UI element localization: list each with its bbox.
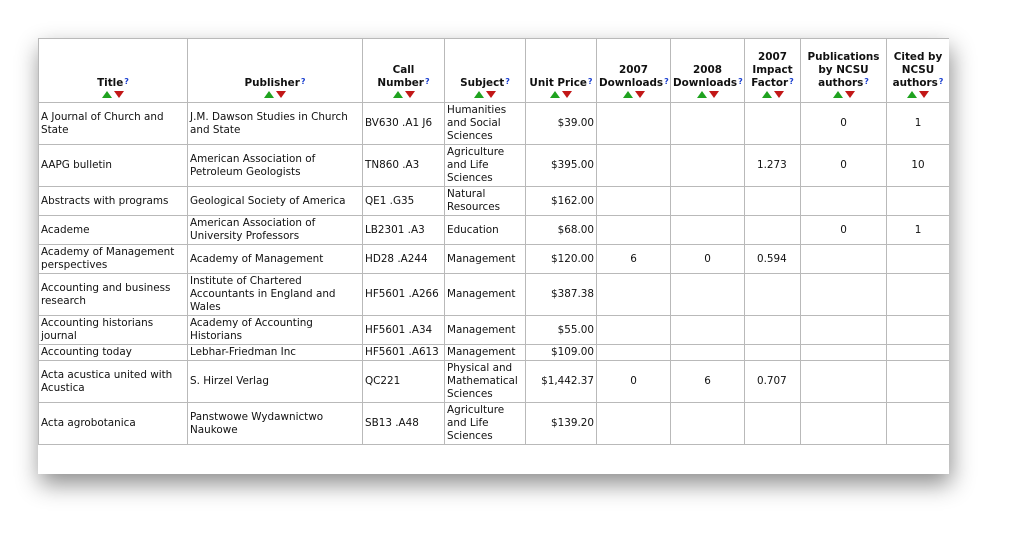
publisher-cell: S. Hirzel Verlag — [188, 361, 363, 403]
sort-ascending-icon[interactable] — [474, 91, 484, 98]
ncsu-cited-cell — [887, 187, 950, 216]
help-icon[interactable]: ? — [124, 77, 129, 86]
column-header-call-number — [363, 39, 445, 103]
publisher-cell: Academy of Management — [188, 245, 363, 274]
downloads-2008-cell — [671, 103, 745, 145]
table-body — [39, 103, 950, 445]
ncsu-publications-cell — [801, 345, 887, 361]
downloads-2008-cell — [671, 316, 745, 345]
downloads-2007-cell — [597, 216, 671, 245]
ncsu-cited-cell — [887, 361, 950, 403]
downloads-2007-cell — [597, 403, 671, 445]
impact-factor-cell: 0.594 — [745, 245, 801, 274]
call-number-cell: HF5601 .A34 — [363, 316, 445, 345]
sort-descending-icon[interactable] — [919, 91, 929, 98]
help-icon[interactable]: ? — [738, 77, 743, 86]
help-icon[interactable]: ? — [505, 77, 510, 86]
column-header-ncsu-publications — [801, 39, 887, 103]
table-row — [39, 216, 950, 245]
table-row — [39, 245, 950, 274]
column-header-label: Publisher — [244, 77, 300, 89]
column-header-title — [39, 39, 188, 103]
downloads-2007-cell — [597, 103, 671, 145]
downloads-2007-cell — [597, 345, 671, 361]
column-header-label: Unit Price — [529, 77, 587, 89]
unit-price-cell: $109.00 — [526, 345, 597, 361]
publisher-cell: Academy of Accounting Historians — [188, 316, 363, 345]
column-header-downloads-2008 — [671, 39, 745, 103]
call-number-cell: HF5601 .A613 — [363, 345, 445, 361]
impact-factor-cell: 1.273 — [745, 145, 801, 187]
subject-cell: Agriculture and Life Sciences — [445, 403, 526, 445]
unit-price-cell: $139.20 — [526, 403, 597, 445]
title-cell: Acta acustica united with Acustica — [39, 361, 188, 403]
column-header-label: Title — [97, 77, 124, 89]
journal-table — [38, 38, 949, 445]
table-row — [39, 274, 950, 316]
sort-ascending-icon[interactable] — [550, 91, 560, 98]
subject-cell: Education — [445, 216, 526, 245]
unit-price-cell: $120.00 — [526, 245, 597, 274]
sort-ascending-icon[interactable] — [697, 91, 707, 98]
column-header-downloads-2007 — [597, 39, 671, 103]
impact-factor-cell — [745, 345, 801, 361]
help-icon[interactable]: ? — [789, 77, 794, 86]
sort-descending-icon[interactable] — [114, 91, 124, 98]
downloads-2007-cell: 0 — [597, 361, 671, 403]
title-cell: Abstracts with programs — [39, 187, 188, 216]
title-cell: AAPG bulletin — [39, 145, 188, 187]
column-header-subject — [445, 39, 526, 103]
sort-ascending-icon[interactable] — [264, 91, 274, 98]
help-icon[interactable]: ? — [664, 77, 669, 86]
sort-descending-icon[interactable] — [635, 91, 645, 98]
publisher-cell: J.M. Dawson Studies in Church and State — [188, 103, 363, 145]
column-header-label: Publications by NCSU authors — [807, 51, 880, 89]
impact-factor-cell — [745, 274, 801, 316]
unit-price-cell: $39.00 — [526, 103, 597, 145]
sort-descending-icon[interactable] — [276, 91, 286, 98]
subject-cell: Management — [445, 316, 526, 345]
sort-ascending-icon[interactable] — [762, 91, 772, 98]
downloads-2008-cell — [671, 187, 745, 216]
ncsu-cited-cell — [887, 345, 950, 361]
ncsu-publications-cell — [801, 361, 887, 403]
sort-descending-icon[interactable] — [709, 91, 719, 98]
table-row — [39, 316, 950, 345]
title-cell: A Journal of Church and State — [39, 103, 188, 145]
ncsu-cited-cell: 1 — [887, 103, 950, 145]
downloads-2008-cell — [671, 345, 745, 361]
help-icon[interactable]: ? — [864, 77, 869, 86]
table-row — [39, 103, 950, 145]
column-header-label: 2007 Downloads — [599, 64, 664, 89]
ncsu-cited-cell — [887, 316, 950, 345]
downloads-2007-cell — [597, 274, 671, 316]
column-header-label: 2008 Downloads — [673, 64, 738, 89]
ncsu-publications-cell — [801, 403, 887, 445]
subject-cell: Natural Resources — [445, 187, 526, 216]
unit-price-cell: $55.00 — [526, 316, 597, 345]
column-header-publisher — [188, 39, 363, 103]
subject-cell: Physical and Mathematical Sciences — [445, 361, 526, 403]
ncsu-publications-cell: 0 — [801, 216, 887, 245]
column-header-unit-price — [526, 39, 597, 103]
unit-price-cell: $68.00 — [526, 216, 597, 245]
ncsu-publications-cell — [801, 316, 887, 345]
publisher-cell: Lebhar-Friedman Inc — [188, 345, 363, 361]
sort-descending-icon[interactable] — [562, 91, 572, 98]
title-cell: Acta agrobotanica — [39, 403, 188, 445]
ncsu-publications-cell: 0 — [801, 103, 887, 145]
ncsu-publications-cell — [801, 187, 887, 216]
call-number-cell: QE1 .G35 — [363, 187, 445, 216]
column-header-label: Subject — [460, 77, 505, 89]
sort-ascending-icon[interactable] — [393, 91, 403, 98]
ncsu-cited-cell: 10 — [887, 145, 950, 187]
table-row — [39, 361, 950, 403]
column-header-label: Call Number — [377, 64, 424, 89]
ncsu-publications-cell: 0 — [801, 145, 887, 187]
help-icon[interactable]: ? — [300, 77, 306, 86]
sort-descending-icon[interactable] — [774, 91, 784, 98]
column-header-label: 2007 Impact Factor — [751, 51, 793, 89]
downloads-2008-cell — [671, 274, 745, 316]
sort-ascending-icon[interactable] — [102, 91, 112, 98]
sort-ascending-icon[interactable] — [623, 91, 633, 98]
impact-factor-cell — [745, 187, 801, 216]
ncsu-cited-cell: 1 — [887, 216, 950, 245]
unit-price-cell: $162.00 — [526, 187, 597, 216]
call-number-cell: QC221 — [363, 361, 445, 403]
table-row — [39, 187, 950, 216]
downloads-2008-cell — [671, 216, 745, 245]
sort-descending-icon[interactable] — [486, 91, 496, 98]
title-cell: Accounting today — [39, 345, 188, 361]
subject-cell: Management — [445, 274, 526, 316]
downloads-2007-cell — [597, 145, 671, 187]
sort-descending-icon[interactable] — [845, 91, 855, 98]
column-header-ncsu-cited — [887, 39, 950, 103]
call-number-cell: HF5601 .A266 — [363, 274, 445, 316]
title-cell: Academe — [39, 216, 188, 245]
journal-table-frame — [38, 38, 949, 474]
sort-descending-icon[interactable] — [405, 91, 415, 98]
table-row — [39, 403, 950, 445]
call-number-cell: LB2301 .A3 — [363, 216, 445, 245]
ncsu-publications-cell — [801, 274, 887, 316]
title-cell: Accounting and business research — [39, 274, 188, 316]
downloads-2008-cell — [671, 145, 745, 187]
help-icon[interactable]: ? — [424, 77, 430, 86]
column-header-label: Cited by NCSU authors — [892, 51, 943, 89]
downloads-2007-cell: 6 — [597, 245, 671, 274]
subject-cell: Management — [445, 345, 526, 361]
impact-factor-cell — [745, 316, 801, 345]
title-cell: Accounting historians journal — [39, 316, 188, 345]
sort-ascending-icon[interactable] — [907, 91, 917, 98]
sort-ascending-icon[interactable] — [833, 91, 843, 98]
ncsu-cited-cell — [887, 245, 950, 274]
ncsu-publications-cell — [801, 245, 887, 274]
downloads-2008-cell: 0 — [671, 245, 745, 274]
subject-cell: Agriculture and Life Sciences — [445, 145, 526, 187]
unit-price-cell: $387.38 — [526, 274, 597, 316]
call-number-cell: BV630 .A1 J6 — [363, 103, 445, 145]
help-icon[interactable]: ? — [587, 77, 593, 86]
publisher-cell: Geological Society of America — [188, 187, 363, 216]
downloads-2007-cell — [597, 187, 671, 216]
unit-price-cell: $1,442.37 — [526, 361, 597, 403]
publisher-cell: Institute of Chartered Accountants in England and Wales — [188, 274, 363, 316]
publisher-cell: Panstwowe Wydawnictwo Naukowe — [188, 403, 363, 445]
table-row — [39, 345, 950, 361]
call-number-cell: TN860 .A3 — [363, 145, 445, 187]
unit-price-cell: $395.00 — [526, 145, 597, 187]
downloads-2008-cell: 6 — [671, 361, 745, 403]
subject-cell: Humanities and Social Sciences — [445, 103, 526, 145]
downloads-2007-cell — [597, 316, 671, 345]
downloads-2008-cell — [671, 403, 745, 445]
subject-cell: Management — [445, 245, 526, 274]
ncsu-cited-cell — [887, 274, 950, 316]
call-number-cell: SB13 .A48 — [363, 403, 445, 445]
header-row — [39, 39, 950, 103]
column-header-impact-factor — [745, 39, 801, 103]
ncsu-cited-cell — [887, 403, 950, 445]
title-cell: Academy of Management perspectives — [39, 245, 188, 274]
call-number-cell: HD28 .A244 — [363, 245, 445, 274]
publisher-cell: American Association of University Professors — [188, 216, 363, 245]
impact-factor-cell: 0.707 — [745, 361, 801, 403]
help-icon[interactable]: ? — [938, 77, 944, 86]
impact-factor-cell — [745, 103, 801, 145]
impact-factor-cell — [745, 216, 801, 245]
impact-factor-cell — [745, 403, 801, 445]
publisher-cell: American Association of Petroleum Geologists — [188, 145, 363, 187]
table-row — [39, 145, 950, 187]
